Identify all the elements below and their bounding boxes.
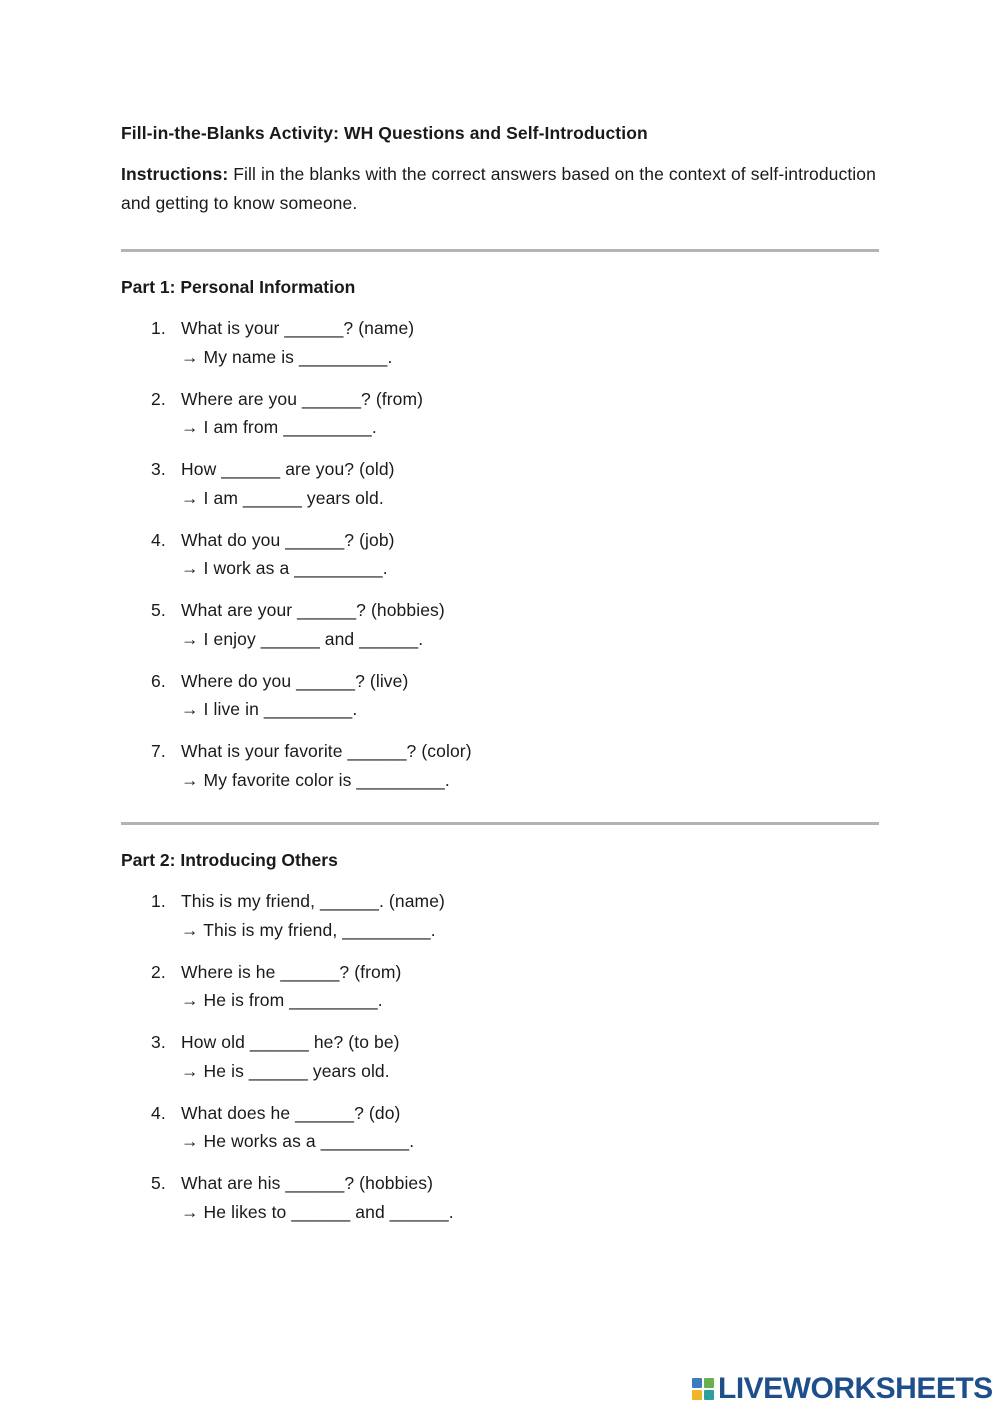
answer-text: → I enjoy ______ and ______. <box>181 628 424 649</box>
logo-square <box>704 1390 714 1400</box>
question-number: 5. <box>151 600 166 620</box>
question-text: Where are you ______? (from) <box>181 388 424 409</box>
question-item <box>121 385 879 442</box>
instructions-text: Fill in the blanks with the correct answers based on the context of self-introduction and getting to know someone. <box>121 164 876 213</box>
question-text: What is your favorite ______? (color) <box>181 741 472 761</box>
question-number: 7. <box>151 741 166 761</box>
question-number: 3. <box>151 1032 166 1052</box>
part2-title: Part 2: Introducing Others <box>121 850 338 870</box>
question-text: How old ______ he? (to be) <box>181 1032 400 1052</box>
question-item <box>121 958 879 1015</box>
instructions <box>121 160 879 217</box>
question-text: How ______ are you? (old) <box>181 459 395 479</box>
question-item <box>121 667 879 724</box>
instructions-lead: Instructions: <box>121 164 229 184</box>
part2-question-list <box>121 887 879 1226</box>
answer-text: → He is ______ years old. <box>181 1060 390 1081</box>
question-text: This is my friend, ______. (name) <box>181 891 445 911</box>
question-number: 2. <box>151 961 166 982</box>
section-divider <box>121 249 879 252</box>
answer-text: → He likes to ______ and ______. <box>181 1201 454 1222</box>
logo-square <box>692 1378 702 1388</box>
question-item <box>121 1028 879 1085</box>
question-number: 4. <box>151 529 166 550</box>
answer-text: → He is from _________. <box>181 990 383 1010</box>
question-item <box>121 887 879 944</box>
question-number: 2. <box>151 388 166 409</box>
question-text: What do you ______? (job) <box>181 529 395 550</box>
question-number: 3. <box>151 459 166 479</box>
question-item <box>121 1169 879 1226</box>
answer-text: → I am ______ years old. <box>181 487 384 508</box>
answer-text: → My favorite color is _________. <box>181 769 450 790</box>
answer-text: → I live in _________. <box>181 699 358 719</box>
answer-text: → I am from _________. <box>181 417 377 437</box>
question-item <box>121 596 879 653</box>
part1-question-list <box>121 314 879 794</box>
liveworksheets-logo <box>692 1374 993 1404</box>
logo-square <box>704 1378 714 1388</box>
logo-text: LIVEWORKSHEETS <box>718 1372 993 1405</box>
question-number: 6. <box>151 670 166 691</box>
question-item <box>121 455 879 512</box>
question-item <box>121 314 879 371</box>
answer-text: → He works as a _________. <box>181 1131 415 1151</box>
question-text: What does he ______? (do) <box>181 1102 401 1123</box>
logo-mark-icon <box>692 1378 714 1400</box>
section-divider <box>121 822 879 825</box>
worksheet-page <box>121 120 879 1226</box>
document-title: Fill-in-the-Blanks Activity: WH Questions and Self-Introduction <box>121 123 648 143</box>
question-item <box>121 526 879 583</box>
question-number: 1. <box>151 891 166 911</box>
question-item <box>121 1099 879 1156</box>
question-text: Where do you ______? (live) <box>181 670 409 691</box>
question-text: What are his ______? (hobbies) <box>181 1173 434 1193</box>
question-text: What is your ______? (name) <box>181 318 415 338</box>
answer-text: → I work as a _________. <box>181 558 388 578</box>
question-number: 5. <box>151 1173 166 1193</box>
question-number: 4. <box>151 1102 166 1123</box>
question-text: What are your ______? (hobbies) <box>181 600 445 620</box>
part1-title: Part 1: Personal Information <box>121 277 356 297</box>
answer-text: → This is my friend, _________. <box>181 919 436 940</box>
question-item <box>121 737 879 794</box>
answer-text: → My name is _________. <box>181 346 393 367</box>
question-number: 1. <box>151 318 166 338</box>
question-text: Where is he ______? (from) <box>181 961 402 982</box>
logo-square <box>692 1390 702 1400</box>
